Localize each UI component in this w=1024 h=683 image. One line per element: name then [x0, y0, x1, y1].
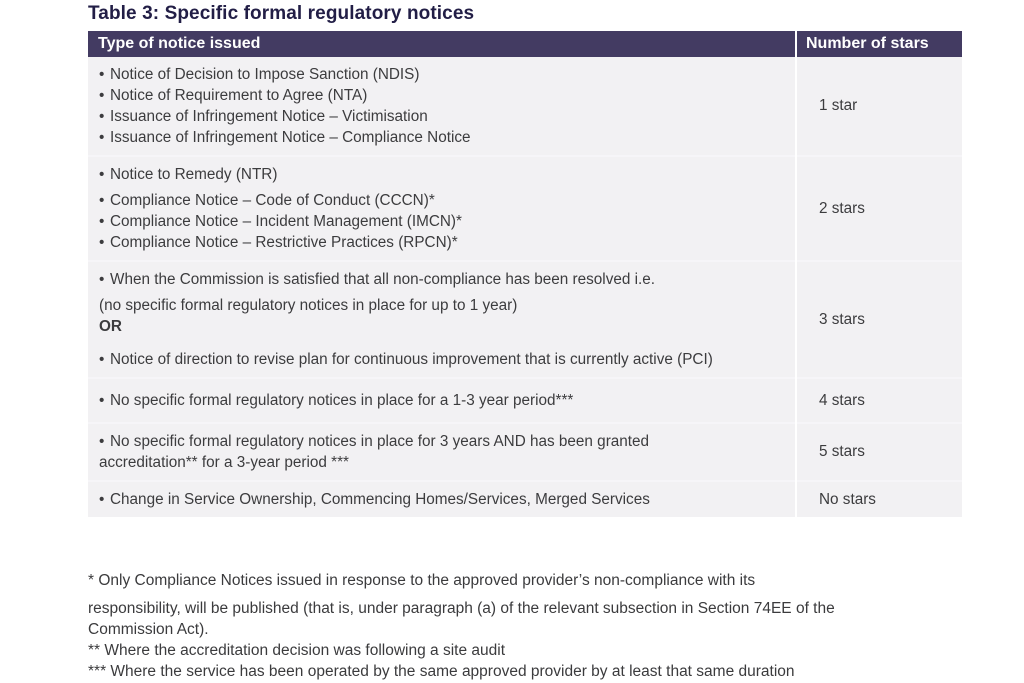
bullet-icon: • — [99, 129, 105, 146]
bullet-icon: • — [99, 192, 105, 209]
regulatory-notices-table — [88, 31, 962, 517]
notice-text: (no specific formal regulatory notices in place for up to 1 year) — [99, 297, 518, 314]
bullet-icon: • — [99, 271, 105, 288]
table-header-row — [88, 31, 962, 57]
notice-text: No specific formal regulatory notices in place for a 1-3 year period*** — [110, 392, 574, 409]
notice-text: Change in Service Ownership, Commencing Homes/Services, Merged Services — [110, 491, 650, 508]
footnote-line: *** Where the service has been operated by the same approved provider by at least that same duration — [88, 663, 795, 680]
footnote-line: * Only Compliance Notices issued in response to the approved provider’s non-compliance with its — [88, 572, 756, 589]
bullet-line — [99, 106, 735, 127]
stars-cell — [797, 260, 962, 377]
bullet-line — [99, 431, 735, 473]
footnotes — [88, 570, 983, 682]
text-line — [99, 295, 735, 316]
bullet-line — [99, 127, 735, 148]
bullet-icon: • — [99, 433, 105, 450]
notice-text: Notice to Remedy (NTR) — [110, 166, 278, 183]
table-row — [88, 260, 962, 377]
bullet-icon: • — [99, 351, 105, 368]
notice-text: Compliance Notice – Code of Conduct (CCCN)* — [110, 192, 435, 209]
bullet-line — [99, 232, 735, 253]
notice-text: When the Commission is satisfied that all non-compliance has been resolved i.e. — [110, 271, 656, 288]
stars-cell — [797, 377, 962, 422]
bullet-line — [99, 64, 735, 85]
stars-value: 4 stars — [819, 391, 865, 409]
notice-text: Issuance of Infringement Notice – Victimisation — [110, 108, 428, 125]
notice-text: Compliance Notice – Incident Management (IMCN)* — [110, 213, 462, 230]
footnote-line: ** Where the accreditation decision was following a site audit — [88, 642, 506, 659]
table-row — [88, 155, 962, 260]
stars-cell — [797, 155, 962, 260]
stars-value: 1 star — [819, 97, 858, 114]
notice-text: Notice of Requirement to Agree (NTA) — [110, 87, 368, 104]
text-line — [99, 316, 735, 337]
table-title: Table 3: Specific formal regulatory notices — [88, 3, 475, 24]
bullet-line — [99, 349, 735, 370]
table-row — [88, 57, 962, 155]
table-row — [88, 422, 962, 480]
column-header-number-of-stars: Number of stars — [797, 31, 962, 57]
notice-text: Notice of Decision to Impose Sanction (NDIS) — [110, 66, 420, 83]
stars-cell — [797, 57, 962, 155]
table-row — [88, 480, 962, 517]
bullet-line — [99, 190, 735, 211]
column-header-type-of-notice: Type of notice issued — [88, 31, 795, 57]
notice-type-cell — [88, 155, 795, 260]
bullet-line — [99, 211, 735, 232]
notice-text: Issuance of Infringement Notice – Compliance Notice — [110, 129, 471, 146]
stars-value: 2 stars — [819, 199, 865, 217]
bullet-line — [99, 390, 735, 411]
bullet-line — [99, 269, 735, 290]
notice-text: OR — [99, 318, 122, 335]
notice-type-cell — [88, 260, 795, 377]
stars-value: 3 stars — [819, 310, 865, 328]
notice-text: No specific formal regulatory notices in place for 3 years AND has been granted accreditation** for a 3-year period *** — [99, 433, 650, 471]
footnote-line: responsibility, will be published (that is, under paragraph (a) of the relevant subsection in Section 74EE of the — [88, 600, 835, 617]
stars-value: No stars — [819, 490, 876, 508]
bullet-icon: • — [99, 87, 105, 104]
bullet-line — [99, 489, 735, 510]
bullet-icon: • — [99, 166, 105, 183]
notice-type-cell — [88, 422, 795, 480]
bullet-icon: • — [99, 108, 105, 125]
bullet-icon: • — [99, 66, 105, 83]
bullet-line — [99, 164, 735, 185]
stars-cell — [797, 422, 962, 480]
notice-type-cell — [88, 377, 795, 422]
bullet-line — [99, 85, 735, 106]
notice-text: Compliance Notice – Restrictive Practices (RPCN)* — [110, 234, 458, 251]
bullet-icon: • — [99, 234, 105, 251]
table-row — [88, 377, 962, 422]
bullet-icon: • — [99, 213, 105, 230]
notice-text: Notice of direction to revise plan for continuous improvement that is currently active (PCI) — [110, 351, 713, 368]
bullet-icon: • — [99, 392, 105, 409]
stars-value: 5 stars — [819, 443, 865, 460]
footnote-line: Commission Act). — [88, 621, 209, 638]
stars-cell — [797, 480, 962, 517]
table-body — [88, 57, 962, 517]
notice-type-cell — [88, 57, 795, 155]
bullet-icon: • — [99, 491, 105, 508]
notice-type-cell — [88, 480, 795, 517]
